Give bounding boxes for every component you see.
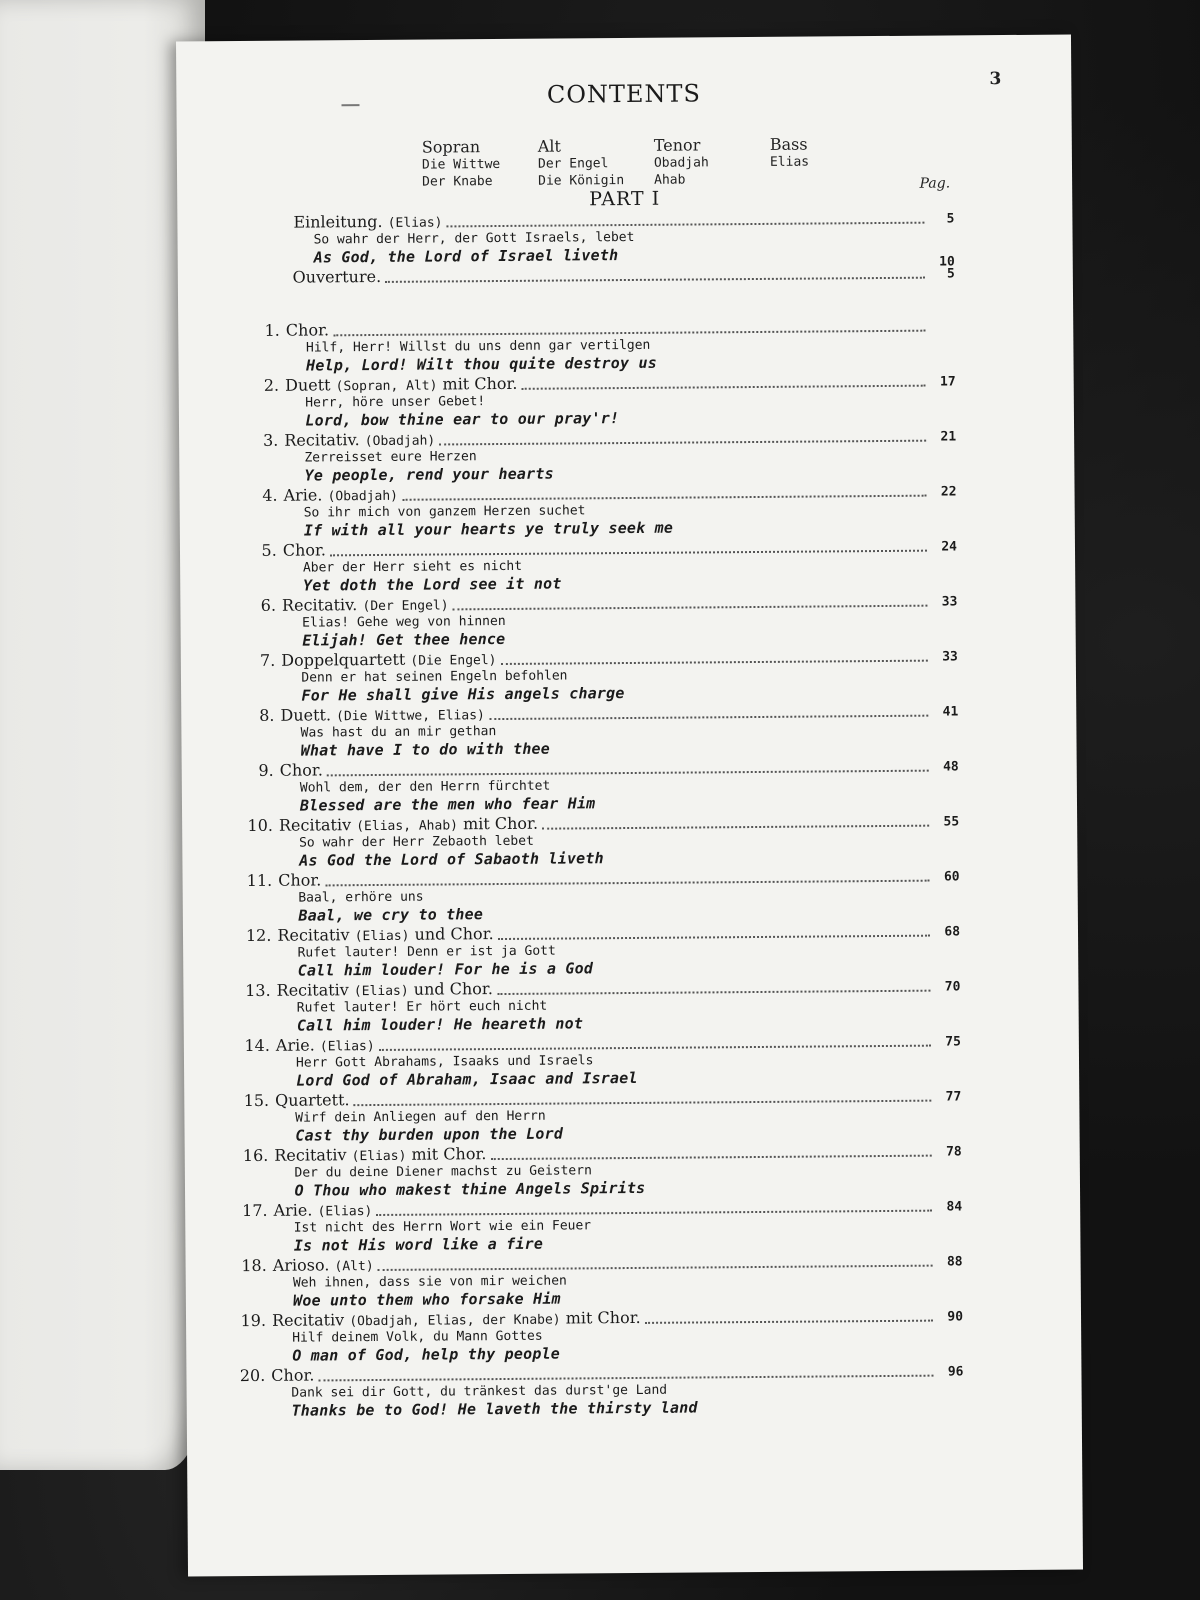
entry-number: 16.: [242, 1145, 269, 1166]
dot-leader: [489, 715, 928, 720]
entry-title: Chor.: [279, 760, 323, 780]
entry-number: 5.: [261, 540, 277, 560]
entry-heading: [277, 924, 493, 945]
entry-title-suffix: mit Chor.: [411, 1144, 487, 1164]
entry-page: 90: [947, 1309, 964, 1325]
voice-role: Ahab: [654, 172, 686, 188]
entry-german: Wirf dein Anliegen auf den Herrn: [295, 1108, 546, 1126]
entry-number: 2.: [263, 375, 280, 395]
entry-voices: (Elias): [319, 1039, 375, 1055]
dot-leader: [354, 1100, 932, 1107]
entry-page: 88: [946, 1254, 963, 1270]
entry-title-suffix: mit Chor.: [462, 813, 539, 834]
entry-heading: [279, 814, 538, 835]
dot-leader: [385, 277, 925, 283]
entry-german: Zerreisset eure Herzen: [304, 449, 477, 466]
entry-title: Arie.: [275, 1035, 315, 1055]
entry-number: 13.: [245, 980, 271, 1001]
entry-voices: (Obadjah, Elias, der Knabe): [349, 1312, 561, 1330]
entry-heading: [275, 1090, 350, 1110]
entry-heading: [280, 704, 485, 725]
entry-english: Lord, bow thine ear to our pray'r!: [305, 409, 620, 430]
entry-title: Recitativ: [277, 925, 350, 945]
entry-number: 4.: [262, 485, 278, 505]
entry-english: Baal, we cry to thee: [298, 905, 484, 925]
contents-page: [176, 35, 1083, 1577]
entry-number: 19.: [240, 1310, 267, 1331]
entry-number: 14.: [244, 1035, 270, 1056]
entry-german: So wahr der Herr, der Gott Israels, lebet: [313, 229, 635, 248]
entry-page: 77: [945, 1089, 962, 1105]
entry-number: 9.: [258, 760, 274, 780]
entry-english: As God the Lord of Sabaoth liveth: [299, 849, 604, 870]
entry-title: Recitativ: [274, 1145, 347, 1165]
entry-heading: [276, 1035, 375, 1055]
entry-page: 21: [940, 429, 957, 445]
entry-voices: (Obadjah): [327, 488, 399, 505]
dot-leader: [330, 550, 927, 557]
entry-number: 7.: [259, 650, 276, 670]
entry-english: O Thou who makest thine Angels Spirits: [294, 1178, 646, 1200]
entry-heading: [272, 1308, 641, 1330]
entry-page: 60: [943, 869, 960, 885]
entry-title-suffix: mit Chor.: [565, 1307, 641, 1328]
entry-title: Chor.: [285, 320, 330, 340]
entry-title-suffix: mit Chor.: [442, 373, 518, 394]
entry-title: Recitativ.: [281, 595, 358, 615]
voice-sopran: [422, 137, 518, 191]
entry-english: What have I to do with thee: [300, 739, 551, 760]
entry-title: Einleitung.: [293, 211, 383, 232]
dot-leader: [522, 385, 926, 390]
dot-leader: [378, 1265, 933, 1271]
entry-title: Arie.: [273, 1200, 313, 1220]
entry-german: Rufet lauter! Er hört euch nicht: [296, 998, 548, 1016]
page-number: 3: [989, 69, 1002, 90]
entry-english: For He shall give His angels charge: [301, 684, 625, 705]
entry-title: Ouverture.: [292, 266, 382, 287]
toc-entry: [178, 315, 1073, 375]
dot-leader: [327, 770, 929, 777]
entry-german: Elias! Gehe weg von hinnen: [302, 613, 506, 631]
dot-leader: [447, 222, 925, 228]
entry-heading: [280, 760, 323, 779]
dot-leader: [645, 1320, 933, 1324]
voice-name: Sopran: [421, 137, 481, 157]
entry-voices: (Elias): [353, 983, 409, 1000]
voice-role: Der Engel: [537, 156, 609, 172]
entry-title: Recitativ.: [284, 430, 360, 450]
entry-title: Chor.: [282, 540, 327, 560]
voice-name: Tenor: [653, 135, 701, 155]
entry-german: Der du deine Diener machst zu Geistern: [294, 1163, 592, 1181]
left-page-edge: [0, 0, 205, 1470]
entry-page: 48: [942, 759, 959, 775]
entry-english: Lord God of Abraham, Isaac and Israel: [296, 1068, 638, 1090]
entry-german: Denn er hat seinen Engeln befohlen: [301, 668, 568, 686]
entry-page: 24: [941, 539, 958, 555]
entry-german: Dank sei dir Gott, du tränkest das durst'ge Land: [291, 1382, 668, 1401]
entry-title: Recitativ: [271, 1310, 345, 1330]
entry-title: Chor.: [278, 870, 322, 890]
entry-german: So ihr mich von ganzem Herzen suchet: [303, 503, 586, 521]
entry-german: Weh ihnen, dass sie von mir weichen: [292, 1273, 567, 1291]
dot-leader: [497, 990, 930, 995]
entry-voices: (Elias): [387, 215, 443, 231]
entry-voices: (Sopran, Alt): [335, 378, 438, 395]
entry-page: 75: [945, 1034, 961, 1050]
entry-page: 84: [946, 1199, 963, 1215]
entry-german: Rufet lauter! Denn er ist ja Gott: [297, 943, 556, 961]
entry-page: 33: [941, 594, 958, 610]
entry-number: 3.: [262, 430, 279, 450]
voice-name: Alt: [537, 136, 562, 156]
entry-title-suffix: und Chor.: [414, 924, 494, 944]
voice-role: Elias: [769, 154, 810, 170]
dot-leader: [453, 605, 928, 611]
voice-role: Die Königin: [538, 173, 625, 189]
entry-heading: [283, 540, 326, 559]
entry-german: Hilf, Herr! Willst du uns denn gar vertilgen: [305, 337, 651, 356]
entry-number: 8.: [259, 705, 275, 725]
entry-page: 55: [943, 814, 960, 830]
entry-voices: (Elias): [317, 1204, 373, 1220]
dot-leader: [439, 440, 926, 446]
entry-english: Blessed are the men who fear Him: [299, 794, 596, 815]
entry-english: Woe unto them who forsake Him: [292, 1289, 561, 1310]
part-heading: PART I: [589, 187, 661, 211]
voice-role: Die Wittwe: [421, 156, 501, 173]
entry-german: Ist nicht des Herrn Wort wie ein Feuer: [293, 1218, 592, 1236]
entry-title: Quartett.: [275, 1090, 350, 1110]
entry-english: Yet doth the Lord see it not: [302, 574, 562, 595]
entry-page: 5: [946, 266, 955, 282]
voice-role: Obadjah: [653, 155, 709, 171]
dot-leader: [319, 1375, 934, 1382]
entry-german: Aber der Herr sieht es nicht: [302, 558, 523, 576]
entry-voices: (Der Engel): [362, 598, 449, 615]
entry-page: 17: [939, 374, 956, 390]
dot-leader: [542, 825, 929, 830]
entry-english: Cast thy burden upon the Lord: [295, 1124, 564, 1145]
entry-number: 17.: [242, 1200, 268, 1221]
entry-heading: [293, 267, 382, 287]
dot-leader: [498, 935, 930, 940]
voice-name: Bass: [769, 134, 808, 154]
entry-voices: (Elias): [351, 1148, 407, 1165]
entry-german: Baal, erhöre uns: [298, 889, 424, 906]
entry-title: Arie.: [283, 485, 323, 505]
entry-title: Arioso.: [272, 1255, 330, 1275]
dot-leader: [491, 1155, 932, 1160]
entry-english: Help, Lord! Wilt thou quite destroy us: [306, 353, 657, 375]
entry-german: Hilf deinem Volk, du Mann Gottes: [292, 1328, 543, 1346]
entry-english: Elijah! Get thee hence: [302, 629, 506, 650]
entry-voices: (Elias): [354, 928, 410, 945]
entry-number: 12.: [245, 925, 272, 946]
entry-voices: (Die Wittwe, Elias): [336, 708, 485, 725]
voice-roles: [422, 134, 866, 190]
entry-german: Herr Gott Abrahams, Isaaks und Israels: [295, 1053, 594, 1071]
entry-page: 68: [944, 924, 961, 940]
entry-number: 11.: [246, 870, 273, 891]
entry-number: 10.: [247, 815, 274, 836]
entry-title-suffix: und Chor.: [413, 979, 493, 999]
entry-page: 70: [944, 979, 961, 995]
entry-number: 6.: [260, 595, 277, 615]
entry-page: 41: [942, 704, 959, 720]
entry-english: Thanks be to God! He laveth the thirsty land: [291, 1398, 698, 1420]
dot-leader: [501, 660, 928, 665]
entry-english: If with all your hearts ye truly seek me: [303, 518, 674, 540]
entry-german: Wohl dem, der den Herrn fürchtet: [299, 778, 551, 796]
entry-voices: (Die Engel): [410, 653, 497, 669]
entry-heading: [273, 1255, 374, 1275]
entry-heading: [278, 870, 321, 889]
voice-bass: [770, 134, 866, 188]
entry-page: 78: [946, 1144, 962, 1160]
entry-heading: [285, 374, 518, 395]
entry-heading: [282, 594, 449, 614]
entry-title: Doppelquartett: [281, 649, 406, 670]
dot-leader: [402, 495, 926, 501]
entry-german: Herr, höre unser Gebet!: [305, 394, 486, 411]
entry-page: 10: [939, 254, 955, 270]
entry-voices: (Alt): [334, 1259, 374, 1275]
entry-voices: (Obadjah): [364, 433, 436, 450]
entry-heading: [281, 649, 496, 670]
entry-number: 20.: [239, 1365, 266, 1386]
entry-page: 33: [942, 649, 958, 665]
entry-english: Call him louder! He heareth not: [296, 1014, 584, 1035]
voice-tenor: [654, 135, 750, 189]
entry-heading: [274, 1144, 486, 1165]
entry-heading: [277, 979, 493, 1000]
entry-title: Recitativ: [276, 980, 349, 1000]
entry-number: 15.: [243, 1090, 270, 1111]
entry-heading: [283, 485, 398, 505]
entry-heading: [284, 430, 435, 450]
entry-title: Chor.: [271, 1365, 315, 1385]
entry-english: Call him louder! For he is a God: [297, 959, 594, 980]
entry-number: 18.: [241, 1255, 267, 1276]
entry-number: 1.: [264, 320, 280, 340]
dot-leader: [333, 330, 925, 337]
entry-title: Duett: [285, 375, 331, 395]
entry-english: As God, the Lord of Israel liveth: [313, 246, 619, 267]
entry-english: Is not His word like a fire: [293, 1234, 544, 1255]
entry-heading: [293, 211, 442, 231]
entry-voices: (Elias, Ahab): [356, 818, 459, 835]
page-title: CONTENTS: [546, 79, 702, 109]
entry-heading: [271, 1365, 314, 1384]
entry-page: 96: [947, 1364, 964, 1380]
page-column-label: Pag.: [919, 175, 951, 192]
dot-leader: [326, 880, 930, 887]
voice-role: Der Knabe: [422, 174, 493, 190]
entry-english: Ye people, rend your hearts: [304, 464, 554, 485]
entry-title: Recitativ: [278, 815, 352, 835]
dot-leader: [376, 1210, 932, 1216]
entry-heading: [273, 1200, 372, 1220]
entry-page: 5: [946, 211, 955, 227]
entry-heading: [286, 320, 329, 339]
entry-title: Duett.: [280, 705, 332, 725]
entry-german: Was hast du an mir gethan: [300, 724, 497, 741]
entry-german: So wahr der Herr Zebaoth lebet: [299, 833, 534, 851]
entry-english: O man of God, help thy people: [292, 1344, 561, 1365]
voice-alt: [538, 136, 634, 190]
dot-leader: [379, 1045, 931, 1051]
entry-page: 22: [940, 484, 957, 500]
